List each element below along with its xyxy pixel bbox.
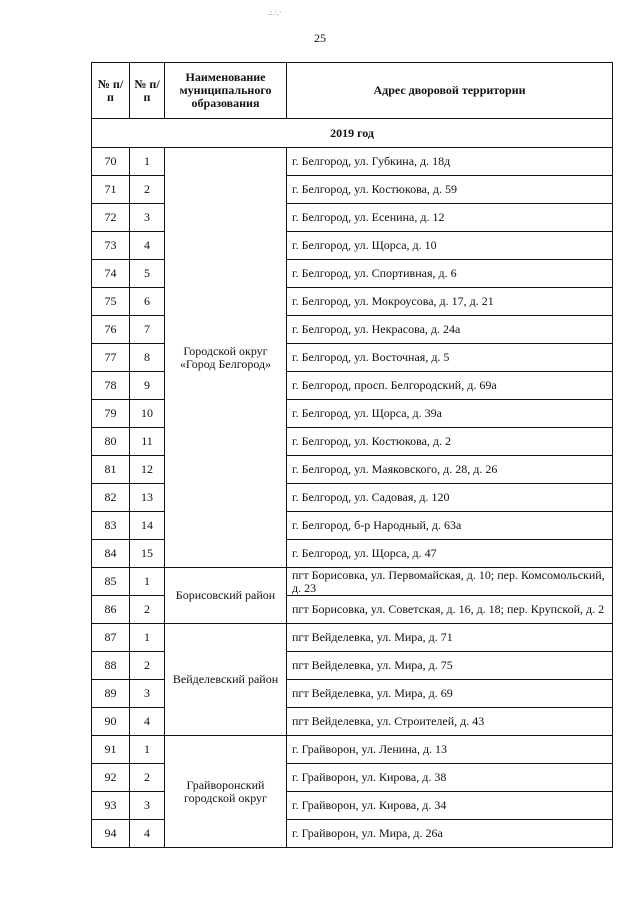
cell-num-total: 76	[92, 316, 130, 344]
cell-address: пгт Вейделевка, ул. Мира, д. 71	[287, 624, 613, 652]
cell-num-total: 83	[92, 512, 130, 540]
cell-municipality: Городской округ «Город Белгород»	[165, 148, 287, 568]
cell-num-local: 4	[130, 820, 165, 848]
cell-num-total: 94	[92, 820, 130, 848]
cell-num-total: 93	[92, 792, 130, 820]
cell-address: пгт Борисовка, ул. Первомайская, д. 10; пер. Комсомольский, д. 23	[287, 568, 613, 596]
cell-num-local: 15	[130, 540, 165, 568]
cell-num-total: 86	[92, 596, 130, 624]
cell-num-local: 14	[130, 512, 165, 540]
cell-address: г. Белгород, ул. Щорса, д. 47	[287, 540, 613, 568]
cell-address: г. Белгород, ул. Есенина, д. 12	[287, 204, 613, 232]
year-label: 2019 год	[92, 119, 613, 148]
cell-num-local: 7	[130, 316, 165, 344]
cell-address: г. Белгород, ул. Щорса, д. 10	[287, 232, 613, 260]
cell-num-local: 3	[130, 204, 165, 232]
cell-address: г. Белгород, ул. Восточная, д. 5	[287, 344, 613, 372]
cell-num-total: 81	[92, 456, 130, 484]
cell-num-total: 91	[92, 736, 130, 764]
cell-num-local: 8	[130, 344, 165, 372]
cell-address: г. Белгород, ул. Щорса, д. 39а	[287, 400, 613, 428]
cell-num-total: 88	[92, 652, 130, 680]
cell-num-total: 72	[92, 204, 130, 232]
cell-address: г. Белгород, ул. Губкина, д. 18д	[287, 148, 613, 176]
page-number: 25	[314, 31, 326, 45]
cell-num-local: 2	[130, 176, 165, 204]
cell-address: г. Белгород, б-р Народный, д. 63а	[287, 512, 613, 540]
cell-municipality: Борисовский район	[165, 568, 287, 624]
cell-num-local: 1	[130, 624, 165, 652]
cell-num-local: 9	[130, 372, 165, 400]
table-row	[92, 736, 613, 764]
cell-num-local: 4	[130, 708, 165, 736]
cell-num-local: 11	[130, 428, 165, 456]
table-row	[92, 568, 613, 596]
table-row	[92, 148, 613, 176]
table-row	[92, 624, 613, 652]
cell-num-total: 87	[92, 624, 130, 652]
cell-address: пгт Борисовка, ул. Советская, д. 16, д. 18; пер. Крупской, д. 2	[287, 596, 613, 624]
header-municipality: Наименование муниципального образования	[165, 63, 287, 119]
cell-address: пгт Вейделевка, ул. Мира, д. 69	[287, 680, 613, 708]
table-header-row	[92, 63, 613, 119]
cell-num-local: 6	[130, 288, 165, 316]
cell-address: г. Грайворон, ул. Кирова, д. 38	[287, 764, 613, 792]
cell-num-total: 92	[92, 764, 130, 792]
cell-num-local: 3	[130, 680, 165, 708]
cell-num-local: 13	[130, 484, 165, 512]
cell-num-local: 12	[130, 456, 165, 484]
cell-num-total: 79	[92, 400, 130, 428]
cell-num-local: 1	[130, 736, 165, 764]
cell-address: г. Белгород, ул. Спортивная, д. 6	[287, 260, 613, 288]
cell-num-total: 89	[92, 680, 130, 708]
cell-num-local: 1	[130, 148, 165, 176]
cell-address: г. Грайворон, ул. Кирова, д. 34	[287, 792, 613, 820]
cell-address: г. Белгород, ул. Костюкова, д. 59	[287, 176, 613, 204]
cell-num-local: 3	[130, 792, 165, 820]
cell-municipality: Вейделевский район	[165, 624, 287, 736]
cell-num-total: 90	[92, 708, 130, 736]
cell-address: г. Белгород, ул. Садовая, д. 120	[287, 484, 613, 512]
cell-address: г. Белгород, ул. Некрасова, д. 24а	[287, 316, 613, 344]
cell-num-total: 85	[92, 568, 130, 596]
cell-num-local: 2	[130, 652, 165, 680]
cell-municipality: Грайворонский городской округ	[165, 736, 287, 848]
cell-num-total: 77	[92, 344, 130, 372]
cell-num-total: 84	[92, 540, 130, 568]
cell-num-local: 5	[130, 260, 165, 288]
cell-address: г. Белгород, ул. Костюкова, д. 2	[287, 428, 613, 456]
year-row	[92, 119, 613, 148]
cell-address: г. Белгород, просп. Белгородский, д. 69а	[287, 372, 613, 400]
cell-num-total: 75	[92, 288, 130, 316]
cell-num-total: 74	[92, 260, 130, 288]
courtyard-territories-table	[91, 62, 613, 848]
cell-num-local: 4	[130, 232, 165, 260]
cell-num-total: 80	[92, 428, 130, 456]
cell-address: г. Грайворон, ул. Ленина, д. 13	[287, 736, 613, 764]
header-num-total: № п/п	[92, 63, 130, 119]
header-num-local: № п/п	[130, 63, 165, 119]
cell-num-local: 2	[130, 596, 165, 624]
cell-address: пгт Вейделевка, ул. Строителей, д. 43	[287, 708, 613, 736]
cell-num-local: 1	[130, 568, 165, 596]
cell-address: пгт Вейделевка, ул. Мира, д. 75	[287, 652, 613, 680]
header-address: Адрес дворовой территории	[287, 63, 613, 119]
cell-num-total: 71	[92, 176, 130, 204]
cell-address: г. Белгород, ул. Маяковского, д. 28, д. 26	[287, 456, 613, 484]
cell-num-total: 70	[92, 148, 130, 176]
cell-num-total: 82	[92, 484, 130, 512]
cell-num-local: 2	[130, 764, 165, 792]
cell-num-total: 73	[92, 232, 130, 260]
cell-num-total: 78	[92, 372, 130, 400]
cell-address: г. Белгород, ул. Мокроусова, д. 17, д. 21	[287, 288, 613, 316]
scan-mark: ﻿.:.·.·	[268, 8, 282, 17]
cell-num-local: 10	[130, 400, 165, 428]
cell-address: г. Грайворон, ул. Мира, д. 26а	[287, 820, 613, 848]
